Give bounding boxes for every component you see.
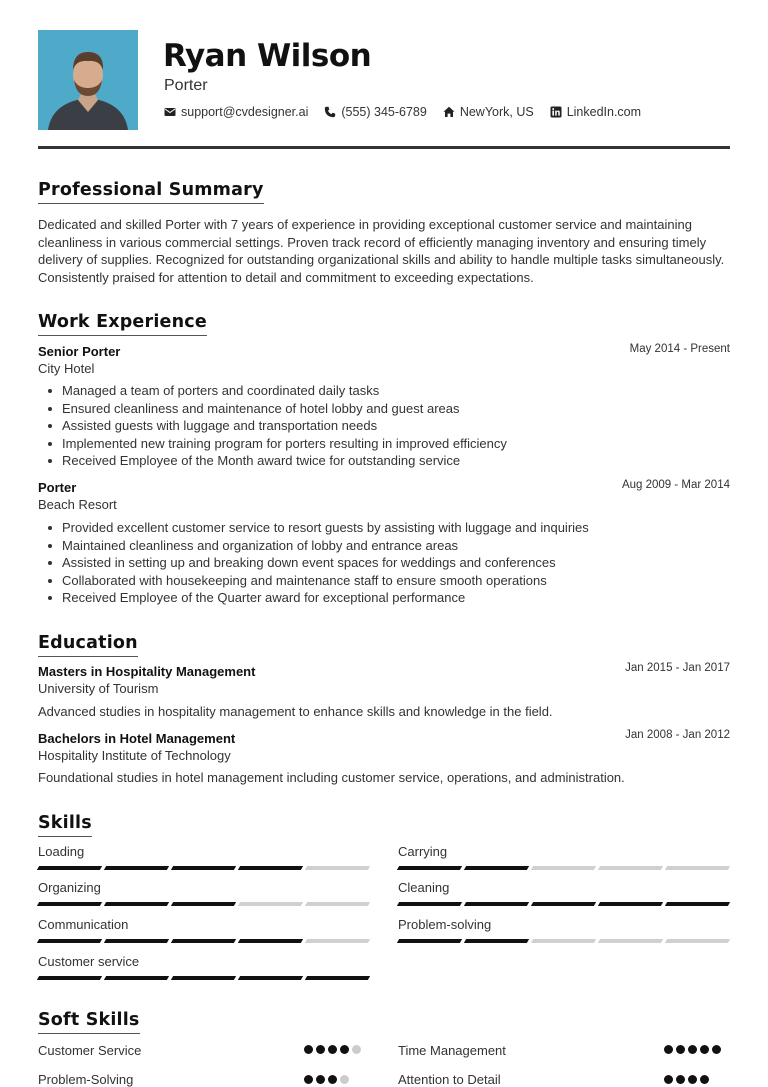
rating-dot — [712, 1045, 721, 1054]
skill-level-segment — [238, 939, 303, 943]
skill-level-segment — [171, 866, 236, 870]
skill-level-bar — [398, 902, 729, 906]
job-bullet: Maintained cleanliness and organization of lobby and entrance areas — [62, 537, 589, 555]
degree-dates: Jan 2008 - Jan 2012 — [625, 729, 730, 741]
rating-dot — [688, 1075, 697, 1084]
linkedin-text: LinkedIn.com — [566, 105, 642, 119]
candidate-name: Ryan Wilson — [163, 38, 372, 74]
job-bullets — [62, 382, 507, 470]
job-bullet: Collaborated with housekeeping and maintenance staff to ensure smooth operations — [62, 572, 589, 590]
location-text: NewYork, US — [459, 105, 534, 119]
contact-phone[interactable] — [324, 105, 426, 119]
skill-level-segment — [238, 976, 303, 980]
skill-level-segment — [305, 939, 370, 943]
rating-dot — [340, 1075, 349, 1084]
rating-dot — [316, 1045, 325, 1054]
rating-dot — [304, 1075, 313, 1084]
job-title: Porter — [38, 480, 77, 495]
skill-level-segment — [665, 902, 730, 906]
degree-title: Masters in Hospitality Management — [38, 664, 256, 679]
education-heading: Education — [38, 633, 138, 657]
skill-item — [398, 917, 729, 943]
skill-name: Problem-solving — [398, 917, 492, 932]
rating-dot — [352, 1045, 361, 1054]
school-name: University of Tourism — [38, 681, 159, 696]
skill-level-segment — [598, 902, 663, 906]
skill-level-segment — [464, 866, 529, 870]
skill-item — [38, 917, 369, 943]
rating-dot — [664, 1045, 673, 1054]
soft-skill-rating — [664, 1045, 724, 1054]
degree-description: Advanced studies in hospitality management to enhance skills and knowledge in the field. — [38, 704, 553, 719]
soft-skill-rating — [664, 1075, 724, 1084]
skill-level-bar — [398, 866, 729, 870]
soft-skills-heading: Soft Skills — [38, 1010, 140, 1034]
skill-item — [38, 844, 369, 870]
job-company: Beach Resort — [38, 497, 117, 512]
skill-level-bar — [38, 976, 369, 980]
skill-level-segment — [464, 939, 529, 943]
resume-header — [38, 30, 730, 130]
job-bullet: Received Employee of the Quarter award for exceptional performance — [62, 589, 589, 607]
candidate-role: Porter — [164, 77, 208, 94]
job-bullet: Received Employee of the Month award twice for outstanding service — [62, 452, 507, 470]
contact-linkedin[interactable] — [550, 105, 641, 119]
skill-item — [398, 880, 729, 906]
skill-level-bar — [38, 866, 369, 870]
job-bullet: Assisted in setting up and breaking down event spaces for weddings and conferences — [62, 554, 589, 572]
skill-level-segment — [104, 939, 169, 943]
avatar — [38, 30, 138, 130]
header-divider — [38, 146, 730, 149]
summary-text: Dedicated and skilled Porter with 7 years of experience in providing exceptional customer service and maintaining cleanliness in various commercial settings. Proven track record of efficiently managing inventory and ensuring timely delivery of supplies. Recognized for outstanding organizational skills and ability to handle multiple tasks simultaneously. Consistently praised for attention to detail and commitment to exceeding expectations. — [38, 217, 725, 285]
job-bullet: Assisted guests with luggage and transportation needs — [62, 417, 507, 435]
job-bullet: Implemented new training program for porters resulting in improved efficiency — [62, 435, 507, 451]
job-bullet: Provided excellent customer service to resort guests by assisting with luggage and inquiries — [62, 520, 589, 535]
skill-name: Organizing — [38, 880, 101, 895]
skill-name: Communication — [38, 917, 129, 932]
soft-skill-name: Attention to Detail — [398, 1072, 501, 1087]
avatar-photo — [38, 30, 138, 130]
job-dates: May 2014 - Present — [629, 343, 730, 355]
soft-skill-rating — [304, 1075, 364, 1084]
job-bullet: Ensured cleanliness and maintenance of hotel lobby and guest areas — [62, 400, 507, 418]
soft-skill-name: Problem-Solving — [38, 1072, 134, 1087]
degree-title: Bachelors in Hotel Management — [38, 731, 236, 746]
skill-level-segment — [171, 976, 236, 980]
contact-location — [443, 105, 534, 119]
skill-level-segment — [37, 866, 102, 870]
rating-dot — [328, 1075, 337, 1084]
soft-skill-rating — [304, 1045, 364, 1054]
contact-email[interactable] — [164, 105, 308, 119]
skill-name: Cleaning — [398, 880, 450, 895]
skill-level-segment — [37, 976, 102, 980]
rating-dot — [700, 1075, 709, 1084]
rating-dot — [676, 1045, 685, 1054]
skill-level-segment — [37, 939, 102, 943]
skill-level-bar — [38, 902, 369, 906]
skill-level-segment — [305, 902, 370, 906]
skill-level-segment — [305, 976, 370, 980]
skill-level-bar — [38, 939, 369, 943]
skills-heading: Skills — [38, 813, 92, 837]
linkedin-icon — [550, 106, 562, 118]
skill-level-segment — [598, 939, 663, 943]
skill-name: Customer service — [38, 954, 140, 969]
skill-level-segment — [598, 866, 663, 870]
job-title: Senior Porter — [38, 344, 121, 359]
phone-text: (555) 345-6789 — [341, 105, 427, 119]
skill-level-segment — [397, 902, 462, 906]
skill-level-segment — [531, 902, 596, 906]
skill-level-segment — [397, 939, 462, 943]
skill-level-segment — [665, 939, 730, 943]
skill-level-segment — [531, 939, 596, 943]
skill-level-segment — [665, 866, 730, 870]
degree-dates: Jan 2015 - Jan 2017 — [625, 662, 730, 674]
rating-dot — [340, 1045, 349, 1054]
home-icon — [443, 106, 455, 118]
soft-skill-name: Time Management — [398, 1043, 506, 1058]
rating-dot — [316, 1075, 325, 1084]
rating-dot — [676, 1075, 685, 1084]
job-bullets — [62, 519, 589, 607]
skill-item — [398, 844, 729, 870]
skill-level-segment — [464, 902, 529, 906]
skill-level-segment — [171, 902, 236, 906]
skill-level-segment — [238, 866, 303, 870]
skill-level-segment — [37, 902, 102, 906]
rating-dot — [328, 1045, 337, 1054]
soft-skill-name: Customer Service — [38, 1043, 142, 1058]
job-company: City Hotel — [38, 361, 95, 376]
experience-heading: Work Experience — [38, 312, 207, 336]
skill-item — [38, 954, 369, 980]
rating-dot — [304, 1045, 313, 1054]
job-dates: Aug 2009 - Mar 2014 — [621, 479, 730, 491]
job-bullet: Managed a team of porters and coordinated daily tasks — [62, 382, 507, 400]
rating-dot — [688, 1045, 697, 1054]
envelope-icon — [164, 106, 176, 118]
skill-level-segment — [305, 866, 370, 870]
skill-level-segment — [171, 939, 236, 943]
skill-level-segment — [104, 976, 169, 980]
skill-name: Carrying — [398, 844, 448, 859]
skill-level-segment — [531, 866, 596, 870]
rating-dot — [700, 1045, 709, 1054]
skill-name: Loading — [38, 844, 85, 859]
skill-level-segment — [397, 866, 462, 870]
degree-description: Foundational studies in hotel management including customer service, operations, and administration. — [38, 770, 625, 785]
school-name: Hospitality Institute of Technology — [38, 748, 231, 763]
skill-level-segment — [104, 902, 169, 906]
skill-level-bar — [398, 939, 729, 943]
email-text: support@cvdesigner.ai — [181, 105, 309, 119]
skill-item — [38, 880, 369, 906]
summary-heading: Professional Summary — [38, 180, 264, 204]
contact-row — [164, 105, 641, 119]
phone-icon — [324, 106, 336, 118]
skill-level-segment — [104, 866, 169, 870]
rating-dot — [664, 1075, 673, 1084]
skill-level-segment — [238, 902, 303, 906]
